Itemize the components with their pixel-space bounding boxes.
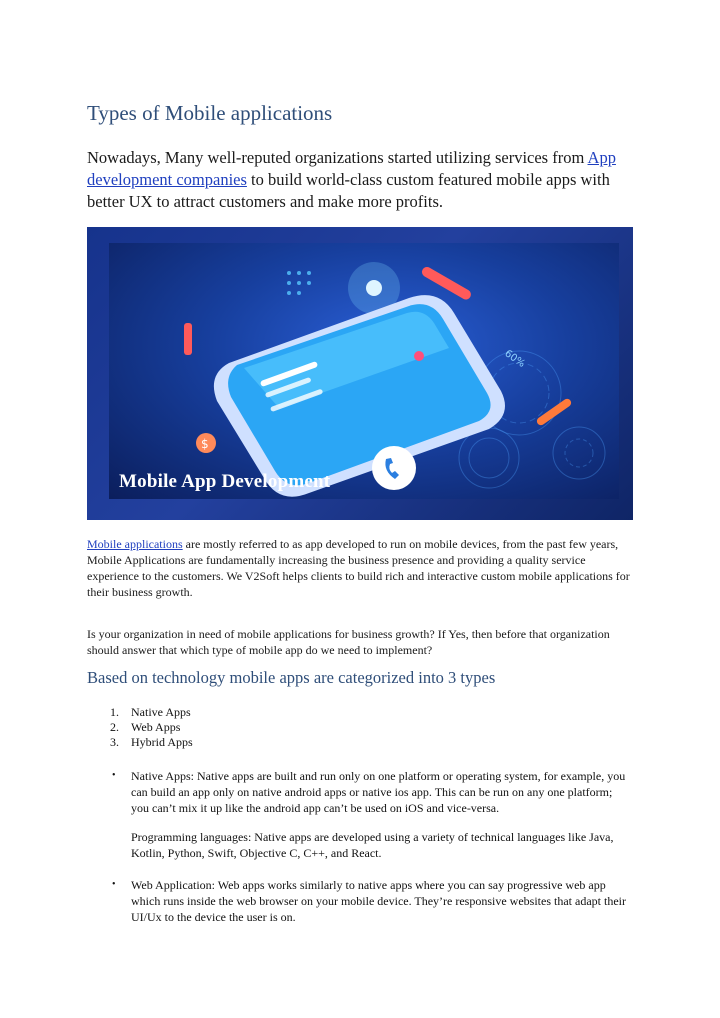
list-item — [100, 705, 193, 720]
section-heading: Based on technology mobile apps are categorized into 3 types — [87, 668, 496, 687]
hero-caption: Mobile App Development — [119, 471, 331, 492]
hero-illustration — [109, 243, 619, 499]
list-number: 3. — [110, 735, 119, 749]
dots-decoration-icon — [287, 271, 311, 295]
percent-badge: 60% — [502, 348, 527, 370]
page-title: Types of Mobile applications — [87, 101, 333, 125]
list-number: 1. — [110, 705, 119, 719]
phone-icon — [214, 295, 505, 497]
accent-bar-icon — [535, 397, 572, 426]
native-apps-bullet — [87, 768, 632, 816]
app-development-companies-link[interactable]: App development companies — [87, 148, 616, 189]
web-application-text: Web Application: Web apps works similarly to native apps where you can say progressive web app which runs inside the web browser on your mobile device. They’re responsive websites that adapt their UI/Ux to the device the user is on. — [131, 878, 626, 924]
list-label: Web Apps — [131, 720, 181, 734]
web-application-bullet — [87, 877, 632, 925]
list-number: 2. — [110, 720, 119, 734]
mobile-applications-text: are mostly referred to as app developed to run on mobile devices, from the past few years, Mobile Applications are fundamentally increasing the business presence and providing a quality service experience to the customers. We V2Soft helps clients to build rich and interactive custom mobile applications for their business growth. — [87, 537, 630, 599]
call-icon — [372, 446, 416, 490]
app-types-list — [100, 705, 193, 750]
svg-text:$: $ — [201, 437, 209, 451]
intro-paragraph — [87, 147, 647, 213]
list-item — [100, 720, 193, 735]
programming-languages-paragraph: Programming languages: Native apps are developed using a variety of technical languages like Java, Kotlin, Python, Swift, Objective C, C++, and React. — [131, 830, 614, 860]
hero-image — [87, 227, 633, 520]
mobile-applications-link[interactable]: Mobile applications — [87, 537, 183, 551]
bullet-icon: • — [112, 770, 116, 781]
intro-text-after: to build world-class custom featured mobile apps with better UX to attract customers and make more profits. — [87, 170, 610, 211]
phone-illustration — [109, 243, 619, 499]
native-apps-text: Native Apps: Native apps are built and run only on one platform or operating system, for example, you can build an app only on native android apps or native ios app. This can be run on any one platform; you can’t mix it up like the android app can’t be used on iOS and vice-versa. — [131, 769, 626, 815]
list-label: Hybrid Apps — [131, 735, 193, 749]
list-item — [100, 735, 193, 750]
accent-bar-icon — [184, 323, 192, 355]
mobile-applications-paragraph — [87, 536, 632, 600]
list-label: Native Apps — [131, 705, 191, 719]
bullet-icon: • — [112, 879, 116, 890]
organization-question-paragraph: Is your organization in need of mobile applications for business growth? If Yes, then before that organization should answer that which type of mobile app do we need to implement? — [87, 627, 610, 657]
intro-text-before: Nowadays, Many well-reputed organizations started utilizing services from — [87, 148, 588, 167]
